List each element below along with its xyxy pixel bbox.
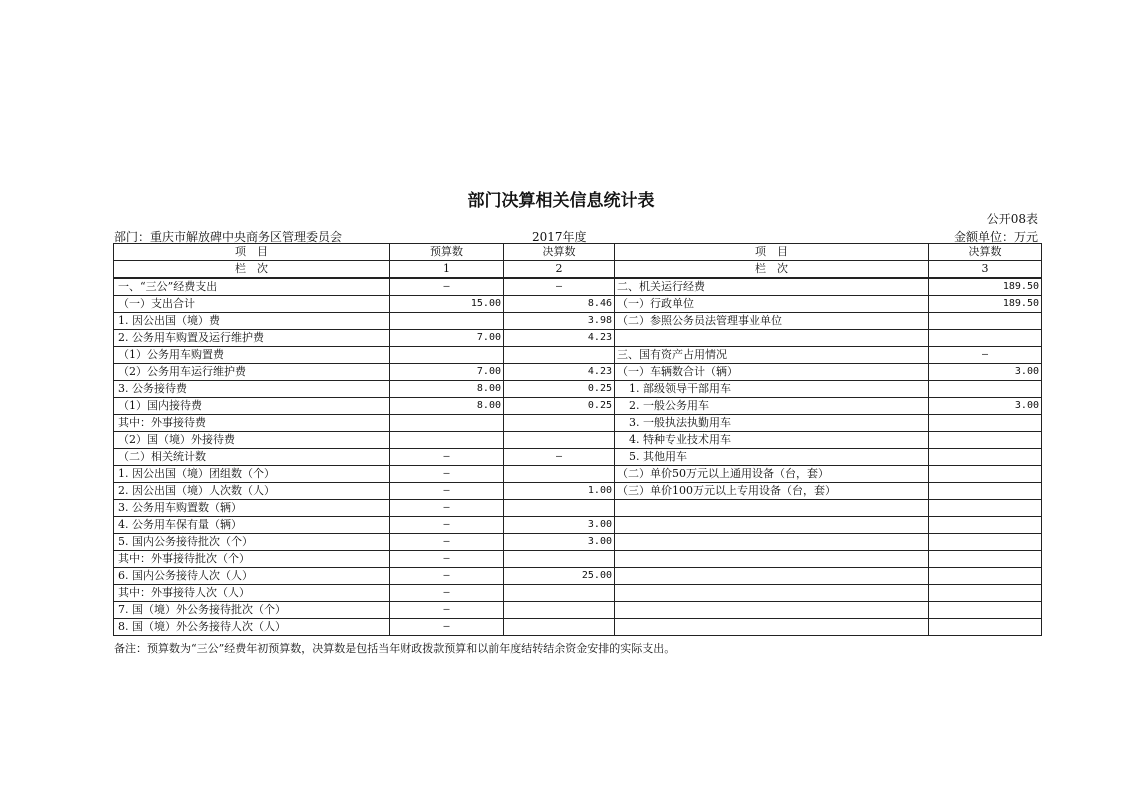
header-cell: 栏 次: [615, 261, 929, 279]
table-row: [114, 449, 1042, 466]
table-cell-c2: 0.25: [504, 381, 615, 398]
table-cell-c1: —: [390, 500, 504, 517]
table-cell-c3: （二）参照公务员法管理事业单位: [615, 313, 929, 330]
table-cell-c1: —: [390, 585, 504, 602]
header-cell: 项 目: [615, 244, 929, 261]
table-cell-c4: [929, 415, 1042, 432]
table-cell-c0: （2）公务用车运行维护费: [114, 364, 390, 381]
table-cell-c1: [390, 415, 504, 432]
table-cell-c3: 4. 特种专业技术用车: [615, 432, 929, 449]
header-row: [114, 244, 1042, 261]
table-cell-c4: [929, 330, 1042, 347]
header-cell: 项 目: [114, 244, 390, 261]
table-cell-c0: 7. 国（境）外公务接待批次（个）: [114, 602, 390, 619]
header-cell: 决算数: [504, 244, 615, 261]
table-cell-c1: [390, 347, 504, 364]
table-cell-c1: —: [390, 466, 504, 483]
table-cell-c3: （一）行政单位: [615, 296, 929, 313]
footnote: 备注：预算数为“三公”经费年初预算数，决算数是包括当年财政拨款预算和以前年度结转结余资金安排的实际支出。: [114, 642, 676, 655]
table-cell-c2: [504, 619, 615, 636]
table-cell-c2: [504, 551, 615, 568]
statistics-table: [113, 243, 1042, 636]
table-cell-c0: 8. 国（境）外公务接待人次（人）: [114, 619, 390, 636]
table-cell-c4: 3.00: [929, 398, 1042, 415]
table-cell-c0: （一）支出合计: [114, 296, 390, 313]
table-cell-c2: 0.25: [504, 398, 615, 415]
table-row: [114, 551, 1042, 568]
header-cell: 预算数: [390, 244, 504, 261]
table-cell-c4: 3.00: [929, 364, 1042, 381]
table-cell-c0: 其中：外事接待批次（个）: [114, 551, 390, 568]
table-cell-c2: 25.00: [504, 568, 615, 585]
table-cell-c3: 三、国有资产占用情况: [615, 347, 929, 364]
table-cell-c1: —: [390, 602, 504, 619]
table-cell-c3: 3. 一般执法执勤用车: [615, 415, 929, 432]
table-cell-c2: 4.23: [504, 330, 615, 347]
table-row: [114, 313, 1042, 330]
table-row: [114, 415, 1042, 432]
table-cell-c0: 1. 因公出国（境）费: [114, 313, 390, 330]
table-row: [114, 483, 1042, 500]
table-cell-c2: 3.00: [504, 517, 615, 534]
table-cell-c3: （二）单价50万元以上通用设备（台，套）: [615, 466, 929, 483]
table-row: [114, 398, 1042, 415]
table-cell-c4: [929, 585, 1042, 602]
table-cell-c4: 189.50: [929, 296, 1042, 313]
header-cell: 栏 次: [114, 261, 390, 279]
year-label: 2017年度: [532, 230, 587, 244]
header-cell: 1: [390, 261, 504, 279]
table-cell-c3: [615, 551, 929, 568]
table-cell-c4: [929, 483, 1042, 500]
table-cell-c4: [929, 568, 1042, 585]
table-row: [114, 500, 1042, 517]
table-cell-c0: 1. 因公出国（境）团组数（个）: [114, 466, 390, 483]
table-cell-c0: （1）公务用车购置费: [114, 347, 390, 364]
table-cell-c1: —: [390, 534, 504, 551]
table-cell-c4: 189.50: [929, 278, 1042, 296]
table-cell-c2: 3.98: [504, 313, 615, 330]
table-title: 部门决算相关信息统计表: [467, 191, 655, 211]
table-cell-c0: 6. 国内公务接待人次（人）: [114, 568, 390, 585]
table-cell-c0: （2）国（境）外接待费: [114, 432, 390, 449]
table-cell-c4: [929, 602, 1042, 619]
table-cell-c3: [615, 517, 929, 534]
table-cell-c0: 2. 因公出国（境）人次数（人）: [114, 483, 390, 500]
table-row: [114, 432, 1042, 449]
table-cell-c4: —: [929, 347, 1042, 364]
table-cell-c1: [390, 313, 504, 330]
table-cell-c1: 8.00: [390, 398, 504, 415]
table-cell-c3: （三）单价100万元以上专用设备（台，套）: [615, 483, 929, 500]
table-cell-c3: [615, 619, 929, 636]
header-cell: 3: [929, 261, 1042, 279]
table-row: [114, 330, 1042, 347]
table-cell-c0: 3. 公务用车购置数（辆）: [114, 500, 390, 517]
table-cell-c0: 其中：外事接待人次（人）: [114, 585, 390, 602]
table-row: [114, 364, 1042, 381]
table-row: [114, 619, 1042, 636]
table-cell-c1: 15.00: [390, 296, 504, 313]
table-cell-c1: 7.00: [390, 364, 504, 381]
table-cell-c2: [504, 415, 615, 432]
table-cell-c4: [929, 517, 1042, 534]
table-cell-c0: （二）相关统计数: [114, 449, 390, 466]
table-row: [114, 466, 1042, 483]
table-cell-c1: —: [390, 568, 504, 585]
table-cell-c2: [504, 347, 615, 364]
table-cell-c3: [615, 330, 929, 347]
table-cell-c4: [929, 466, 1042, 483]
table-row: [114, 534, 1042, 551]
table-cell-c2: 8.46: [504, 296, 615, 313]
unit-label: 金额单位：万元: [953, 230, 1038, 244]
table-row: [114, 585, 1042, 602]
table-cell-c0: 一、“三公”经费支出: [114, 278, 390, 296]
table-row: [114, 381, 1042, 398]
table-cell-c4: [929, 449, 1042, 466]
table-cell-c1: —: [390, 449, 504, 466]
table-cell-c1: 7.00: [390, 330, 504, 347]
table-row: [114, 517, 1042, 534]
table-cell-c3: [615, 585, 929, 602]
table-cell-c3: [615, 568, 929, 585]
table-cell-c2: 1.00: [504, 483, 615, 500]
table-cell-c4: [929, 534, 1042, 551]
table-cell-c3: （一）车辆数合计（辆）: [615, 364, 929, 381]
table-cell-c4: [929, 500, 1042, 517]
table-cell-c2: —: [504, 449, 615, 466]
table-cell-c4: [929, 551, 1042, 568]
table-cell-c2: —: [504, 278, 615, 296]
table-cell-c1: —: [390, 517, 504, 534]
table-row: [114, 602, 1042, 619]
table-cell-c2: [504, 432, 615, 449]
table-row: [114, 296, 1042, 313]
table-cell-c0: 其中：外事接待费: [114, 415, 390, 432]
table-cell-c1: —: [390, 619, 504, 636]
table-cell-c2: [504, 602, 615, 619]
table-cell-c0: 3. 公务接待费: [114, 381, 390, 398]
table-cell-c2: [504, 500, 615, 517]
table-cell-c4: [929, 619, 1042, 636]
table-cell-c1: —: [390, 551, 504, 568]
table-cell-c4: [929, 381, 1042, 398]
table-cell-c3: [615, 500, 929, 517]
table-cell-c3: 1. 部级领导干部用车: [615, 381, 929, 398]
table-cell-c0: 2. 公务用车购置及运行维护费: [114, 330, 390, 347]
column-index-row: [114, 261, 1042, 279]
table-cell-c1: 8.00: [390, 381, 504, 398]
department-label: 部门：重庆市解放碑中央商务区管理委员会: [114, 230, 343, 244]
table-cell-c2: 3.00: [504, 534, 615, 551]
table-cell-c3: [615, 602, 929, 619]
table-cell-c0: 5. 国内公务接待批次（个）: [114, 534, 390, 551]
table-cell-c4: [929, 432, 1042, 449]
table-cell-c2: 4.23: [504, 364, 615, 381]
table-cell-c1: —: [390, 278, 504, 296]
table-cell-c0: （1）国内接待费: [114, 398, 390, 415]
table-cell-c1: —: [390, 483, 504, 500]
table-row: [114, 347, 1042, 364]
form-number: 公开08表: [986, 212, 1038, 226]
header-cell: 2: [504, 261, 615, 279]
table-row: [114, 568, 1042, 585]
header-cell: 决算数: [929, 244, 1042, 261]
table-cell-c2: [504, 466, 615, 483]
table-row: [114, 278, 1042, 296]
table-cell-c3: [615, 534, 929, 551]
table-cell-c3: 二、机关运行经费: [615, 278, 929, 296]
table-cell-c0: 4. 公务用车保有量（辆）: [114, 517, 390, 534]
table-cell-c2: [504, 585, 615, 602]
table-cell-c3: 5. 其他用车: [615, 449, 929, 466]
table-cell-c3: 2. 一般公务用车: [615, 398, 929, 415]
table-cell-c1: [390, 432, 504, 449]
table-cell-c4: [929, 313, 1042, 330]
